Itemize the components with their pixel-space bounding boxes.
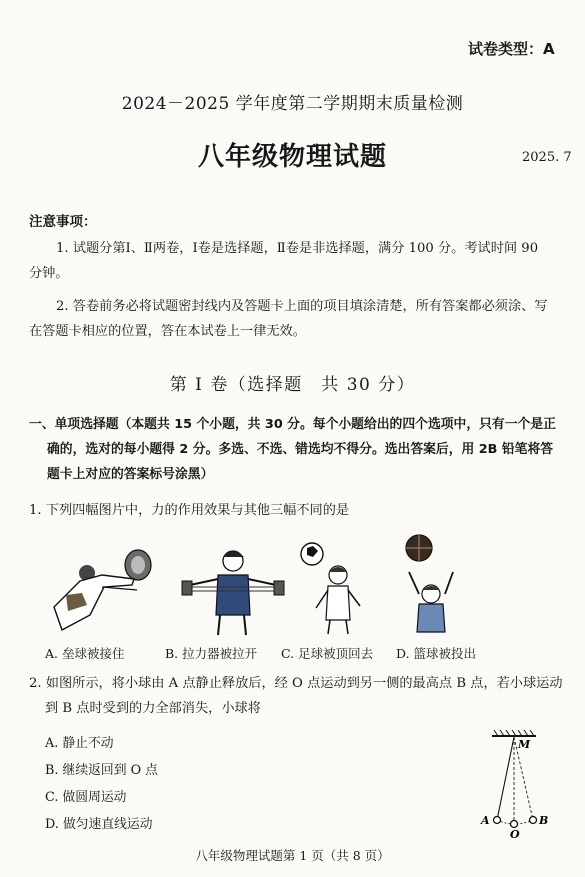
q2-option-a: A. 静止不动	[45, 736, 114, 751]
figure-pendulum	[476, 728, 556, 838]
figure-soccer-header	[298, 540, 378, 635]
q2-stem-line1: 2. 如图所示，将小球由 A 点静止释放后，经 O 点运动到另一侧的最高点 B 点，若小球运动	[29, 676, 563, 691]
question-1-stem: 1. 下列四幅图片中，力的作用效果与其他三幅不同的是	[29, 503, 350, 518]
notice-item-2-line2: 在答题卡相应的位置，答在本试卷上一律无效。	[29, 324, 306, 339]
question-1-options	[0, 644, 585, 666]
q2-stem-line2: 到 B 点时受到的力全部消失，小球将	[45, 701, 261, 716]
figure-softball-catch	[42, 545, 162, 635]
q1-option-a: A. 垒球被接住	[45, 646, 125, 661]
exam-year-title: 2024－2025 学年度第二学期期末质量检测	[121, 94, 464, 114]
notice-item-1-line2: 分钟。	[29, 266, 69, 281]
page-footer: 八年级物理试题第 1 页（共 8 页）	[195, 848, 390, 863]
q2-option-c: C. 做圆周运动	[45, 790, 127, 805]
q1-option-c: C. 足球被顶回去	[281, 646, 374, 661]
notice-item-2-line1: 2. 答卷前务必将试题密封线内及答题卡上面的项目填涂清楚，所有答案都必须涂、写	[56, 299, 548, 314]
exam-date: 2025. 7	[522, 150, 572, 165]
section-title: 第 Ⅰ 卷（选择题 共 30 分）	[169, 375, 416, 395]
pendulum-label-m: M	[518, 738, 531, 751]
part1-instructions	[29, 412, 574, 487]
q1-option-d: D. 篮球被投出	[396, 646, 477, 661]
q1-option-b: B. 拉力器被拉开	[165, 646, 258, 661]
figure-basketball-throw	[395, 532, 467, 637]
notice-item-1	[29, 236, 569, 286]
page-title: 八年级物理试题	[197, 142, 387, 172]
part1-line1: 一、单项选择题（本题共 15 个小题，共 30 分。每个小题给出的四个选项中，只有一个是正	[29, 417, 556, 432]
pendulum-label-b: B	[539, 814, 549, 827]
paper-type-label: 试卷类型：A	[468, 40, 555, 58]
part1-line3: 题卡上对应的答案标号涂黑）	[47, 467, 214, 482]
notice-item-1-line1: 1. 试题分第Ⅰ、Ⅱ两卷，Ⅰ卷是选择题，Ⅱ卷是非选择题，满分 100 分。考试时间 90	[56, 241, 539, 256]
pendulum-label-a: A	[481, 814, 490, 827]
notice-item-2	[29, 294, 569, 344]
q2-option-b: B. 继续返回到 O 点	[45, 763, 158, 778]
part1-line2: 确的，选对的每小题得 2 分。多选、不选、错选均不得分。选出答案后，用 2B 铅笔将答	[47, 442, 554, 457]
question-2-stem	[29, 671, 574, 721]
notice-heading: 注意事项：	[29, 214, 97, 230]
q2-option-d: D. 做匀速直线运动	[45, 817, 153, 832]
figure-chest-expander	[178, 545, 288, 637]
pendulum-label-o: O	[510, 828, 520, 838]
